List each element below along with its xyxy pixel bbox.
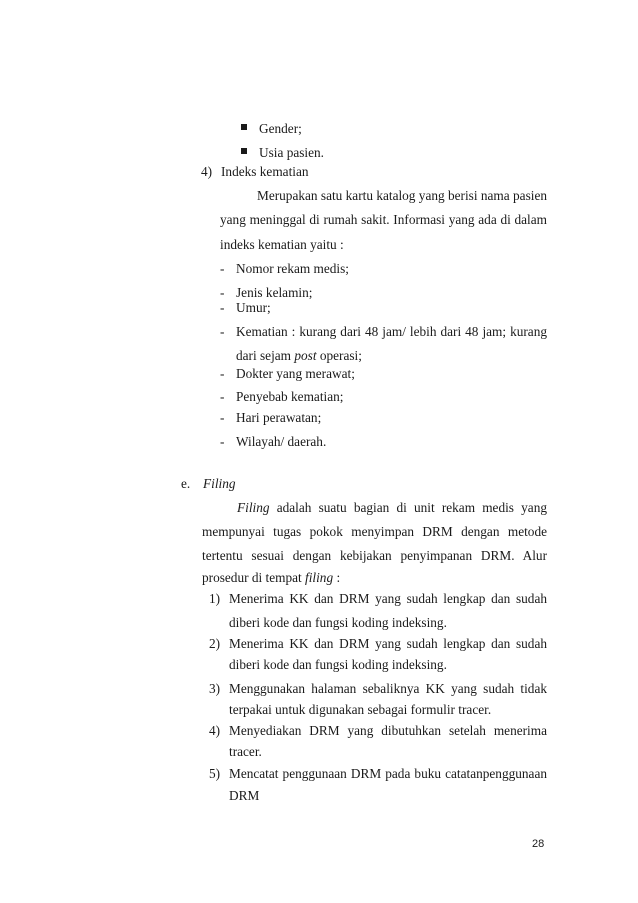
step-number: 2) [209,636,221,651]
paragraph-line: yang meninggal di rumah sakit. Informasi yang ada di dalam [220,212,547,227]
step-line: terpakai untuk digunakan sebagai formulir tracer. [229,702,492,717]
list-item: Wilayah/ daerah. [236,434,327,449]
paragraph-line: indeks kematian yaitu : [220,237,344,252]
list-item: Nomor rekam medis; [236,261,349,276]
text-run: : [336,570,341,585]
dash-marker: - [220,285,225,300]
paragraph-line: Merupakan satu kartu katalog yang berisi nama pasien [257,188,547,203]
dash-marker: - [220,300,225,315]
list-item-continuation [236,348,362,364]
step-number: 5) [209,766,221,781]
text-run: adalah suatu bagian di unit rekam medis yang [276,500,548,515]
bullet-icon [241,124,247,130]
list-item: Dokter yang merawat; [236,366,355,381]
italic-term: filing [305,570,334,585]
paragraph-line [237,500,547,516]
text-run: operasi; [319,348,362,363]
bullet-item: Usia pasien. [259,145,324,160]
text-run: dari sejam [236,348,292,363]
list-item: Jenis kelamin; [236,285,313,300]
dash-marker: - [220,434,225,449]
list-item: Hari perawatan; [236,410,322,425]
dash-marker: - [220,324,225,339]
paragraph-line: mempunyai tugas pokok menyimpan DRM dengan metode [202,524,547,539]
dash-marker: - [220,261,225,276]
step-line: Menyediakan DRM yang dibutuhkan setelah menerima [229,723,547,738]
bullet-item: Gender; [259,121,302,136]
step-line: DRM [229,788,260,803]
page-number: 28 [532,838,545,850]
step-line: tracer. [229,744,262,759]
list-item: Umur; [236,300,271,315]
step-number: 4) [209,723,221,738]
bullet-icon [241,148,247,154]
paragraph-line: tertentu sesuai dengan kebijakan penyimpanan DRM. Alur [202,548,547,563]
step-number: 3) [209,681,221,696]
step-line: diberi kode dan fungsi koding indeksing. [229,615,447,630]
italic-term: post [294,348,317,363]
step-number: 1) [209,591,221,606]
paragraph-line [202,570,340,586]
list-item: Kematian : kurang dari 48 jam/ lebih dari 48 jam; kurang [236,324,547,339]
step-line: diberi kode dan fungsi koding indeksing. [229,657,447,672]
section-number: 4) [201,164,213,179]
dash-marker: - [220,366,225,381]
dash-marker: - [220,410,225,425]
list-item: Penyebab kematian; [236,389,344,404]
italic-term: Filing [237,500,270,515]
section-title: Indeks kematian [221,164,309,179]
step-line: Mencatat penggunaan DRM pada buku catatanpenggunaan [229,766,547,781]
step-line: Menggunakan halaman sebaliknya KK yang sudah tidak [229,681,547,696]
step-line: Menerima KK dan DRM yang sudah lengkap dan sudah [229,591,547,606]
italic-title: Filing [203,476,236,491]
dash-marker: - [220,389,225,404]
step-line: Menerima KK dan DRM yang sudah lengkap dan sudah [229,636,547,651]
text-run: prosedur di tempat [202,570,302,585]
section-letter: e. [181,476,191,491]
section-title [203,476,236,492]
